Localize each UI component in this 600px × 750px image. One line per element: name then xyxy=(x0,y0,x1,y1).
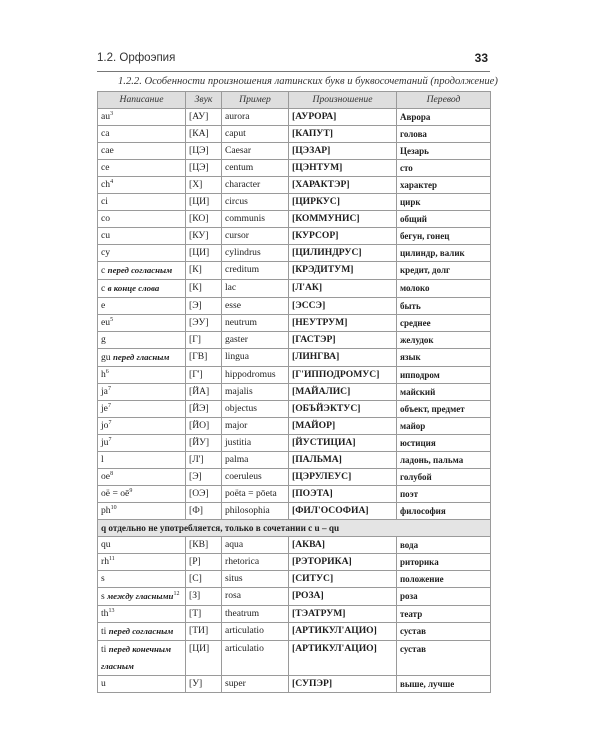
spelling-text: ch xyxy=(101,179,111,190)
pronunciation-cell: [СУПЭР] xyxy=(289,676,397,693)
spelling-text: с xyxy=(101,265,106,276)
footnote-marker: 11 xyxy=(109,556,115,562)
spelling-text: s xyxy=(101,591,105,602)
translation-cell: быть xyxy=(397,298,491,315)
translation-cell: кредит, долг xyxy=(397,262,491,280)
spelling-text: rh xyxy=(101,556,109,567)
spelling-cell xyxy=(98,315,186,332)
sound-cell: [Э] xyxy=(186,469,222,486)
table-row xyxy=(98,160,491,177)
table-row xyxy=(98,641,491,676)
pronunciation-cell: [АРТИКУЛ'АЦИО] xyxy=(289,641,397,676)
table-row xyxy=(98,332,491,349)
spelling-note: перед гласным xyxy=(113,352,170,362)
spelling-note: между гласными xyxy=(107,591,174,601)
pronunciation-cell: [АКВА] xyxy=(289,537,397,554)
spelling-text: ti xyxy=(101,644,107,655)
footnote-marker: 7 xyxy=(108,420,112,426)
pronunciation-cell: [МАЙАЛИС] xyxy=(289,384,397,401)
example-cell: palma xyxy=(222,452,289,469)
header-rule xyxy=(97,71,490,72)
spelling-cell xyxy=(98,418,186,435)
spelling-cell xyxy=(98,332,186,349)
table-row xyxy=(98,177,491,194)
footnote-marker: 7 xyxy=(108,437,112,443)
table-row xyxy=(98,109,491,126)
spelling-cell xyxy=(98,486,186,503)
table-row xyxy=(98,469,491,486)
table-row xyxy=(98,503,491,520)
spelling-note: перед согласным xyxy=(107,265,173,275)
spelling-cell xyxy=(98,676,186,693)
translation-cell: сустав xyxy=(397,641,491,676)
sound-cell: [Ф] xyxy=(186,503,222,520)
table-row xyxy=(98,211,491,228)
translation-cell: юстиция xyxy=(397,435,491,452)
table-row xyxy=(98,571,491,588)
pronunciation-cell: [ПОЭТА] xyxy=(289,486,397,503)
translation-cell: выше, лучше xyxy=(397,676,491,693)
spelling-cell xyxy=(98,606,186,623)
table-row xyxy=(98,298,491,315)
spelling-cell xyxy=(98,298,186,315)
pronunciation-cell: [Л'АК] xyxy=(289,280,397,298)
footnote-marker: 8 xyxy=(110,471,114,477)
pronunciation-cell: [ОБЪЙЭКТУС] xyxy=(289,401,397,418)
spelling-cell xyxy=(98,435,186,452)
translation-cell: философия xyxy=(397,503,491,520)
footnote-marker: 10 xyxy=(110,505,117,511)
translation-cell: сто xyxy=(397,160,491,177)
example-cell: caput xyxy=(222,126,289,143)
pronunciation-cell: [ХАРАКТЭР] xyxy=(289,177,397,194)
table-row xyxy=(98,606,491,623)
example-cell: coeruleus xyxy=(222,469,289,486)
table-row xyxy=(98,126,491,143)
spelling-text: с xyxy=(101,283,106,294)
sound-cell: [КВ] xyxy=(186,537,222,554)
pronunciation-cell: [ЭССЭ] xyxy=(289,298,397,315)
spelling-text: ph xyxy=(101,505,111,516)
example-cell: articulatio xyxy=(222,641,289,676)
spelling-text: cae xyxy=(101,145,114,156)
spelling-cell xyxy=(98,280,186,298)
translation-cell: Аврора xyxy=(397,109,491,126)
translation-cell: бегун, гонец xyxy=(397,228,491,245)
sound-cell: [КА] xyxy=(186,126,222,143)
sound-cell: [ЦИ] xyxy=(186,245,222,262)
footnote-marker: 13 xyxy=(108,608,115,614)
spelling-cell xyxy=(98,109,186,126)
sound-cell: [ОЭ] xyxy=(186,486,222,503)
spelling-text: th xyxy=(101,608,109,619)
sound-cell: [К] xyxy=(186,262,222,280)
spelling-cell xyxy=(98,211,186,228)
example-cell: hippodromus xyxy=(222,367,289,384)
spelling-cell xyxy=(98,126,186,143)
spelling-text: cy xyxy=(101,247,111,258)
spelling-text: gu xyxy=(101,352,111,363)
spelling-text: je xyxy=(101,403,108,414)
table-row xyxy=(98,228,491,245)
sound-cell: [С] xyxy=(186,571,222,588)
spelling-cell xyxy=(98,160,186,177)
spelling-text: ce xyxy=(101,162,110,173)
translation-cell: желудок xyxy=(397,332,491,349)
spelling-text: l xyxy=(101,454,104,465)
sound-cell: [КУ] xyxy=(186,228,222,245)
spelling-text: h xyxy=(101,369,106,380)
spelling-cell xyxy=(98,641,186,676)
example-cell: cursor xyxy=(222,228,289,245)
table-row xyxy=(98,367,491,384)
spelling-cell xyxy=(98,571,186,588)
example-cell: creditum xyxy=(222,262,289,280)
section-title: 1.2. Орфоэпия xyxy=(97,52,176,64)
table-row xyxy=(98,245,491,262)
sound-cell: [ЙУ] xyxy=(186,435,222,452)
header-pronunciation: Произношение xyxy=(289,92,397,109)
pronunciation-cell: [КОММУНИС] xyxy=(289,211,397,228)
spelling-text: co xyxy=(101,213,111,224)
pronunciation-cell: [Г'ИППОДРОМУС] xyxy=(289,367,397,384)
table-row xyxy=(98,315,491,332)
sound-cell: [Г'] xyxy=(186,367,222,384)
spelling-text: oe xyxy=(101,471,111,482)
header-sound: Звук xyxy=(186,92,222,109)
pronunciation-cell: [ФИЛ'ОСОФИА] xyxy=(289,503,397,520)
spelling-text: ja xyxy=(101,386,108,397)
translation-cell: молоко xyxy=(397,280,491,298)
translation-cell: роза xyxy=(397,588,491,606)
header-translation: Перевод xyxy=(397,92,491,109)
table-row xyxy=(98,418,491,435)
pronunciation-cell: [ЦЭЗАР] xyxy=(289,143,397,160)
translation-cell: поэт xyxy=(397,486,491,503)
spelling-text: au xyxy=(101,111,111,122)
example-cell: objectus xyxy=(222,401,289,418)
sound-cell: [Х] xyxy=(186,177,222,194)
spelling-text: eu xyxy=(101,317,111,328)
table-caption: 1.2.2. Особенности произношения латинских букв и буквосочетаний (продолжение) xyxy=(118,76,498,87)
example-cell: philosophia xyxy=(222,503,289,520)
example-cell: poёta = pōeta xyxy=(222,486,289,503)
spelling-text: ca xyxy=(101,128,110,139)
pronunciation-cell: [ТЭАТРУМ] xyxy=(289,606,397,623)
translation-cell: риторика xyxy=(397,554,491,571)
table-row xyxy=(98,384,491,401)
spelling-text: u xyxy=(101,678,106,689)
sound-cell: [ЦИ] xyxy=(186,641,222,676)
pronunciation-table xyxy=(97,91,491,693)
translation-cell: театр xyxy=(397,606,491,623)
spelling-cell xyxy=(98,194,186,211)
pronunciation-cell: [РОЗА] xyxy=(289,588,397,606)
pronunciation-cell: [ГАСТЭР] xyxy=(289,332,397,349)
pronunciation-cell: [ЦЭРУЛЕУС] xyxy=(289,469,397,486)
example-cell: justitia xyxy=(222,435,289,452)
pronunciation-cell: [РЭТОРИКА] xyxy=(289,554,397,571)
translation-cell: среднее xyxy=(397,315,491,332)
translation-cell: майский xyxy=(397,384,491,401)
translation-cell: ипподром xyxy=(397,367,491,384)
spelling-text: cu xyxy=(101,230,111,241)
pronunciation-cell: [ЦЭНТУМ] xyxy=(289,160,397,177)
footnote-marker: 7 xyxy=(107,386,111,392)
translation-cell: Цезарь xyxy=(397,143,491,160)
sound-cell: [ЦЭ] xyxy=(186,143,222,160)
sound-cell: [У] xyxy=(186,676,222,693)
spelling-text: qu xyxy=(101,539,111,550)
sound-cell: [Л'] xyxy=(186,452,222,469)
pronunciation-cell: [ЦИРКУС] xyxy=(289,194,397,211)
pronunciation-cell: [ЙУСТИЦИА] xyxy=(289,435,397,452)
spelling-cell xyxy=(98,401,186,418)
spelling-note: перед согласным xyxy=(108,626,174,636)
spelling-text: oë = oē xyxy=(101,488,130,499)
spelling-text: jo xyxy=(101,420,109,431)
translation-cell: сустав xyxy=(397,623,491,641)
table-row xyxy=(98,401,491,418)
translation-cell: голова xyxy=(397,126,491,143)
spelling-cell xyxy=(98,503,186,520)
example-cell: articulatio xyxy=(222,623,289,641)
translation-cell: характер xyxy=(397,177,491,194)
example-cell: aurora xyxy=(222,109,289,126)
pronunciation-cell: [ЛИНГВА] xyxy=(289,349,397,367)
spelling-cell xyxy=(98,537,186,554)
spelling-cell xyxy=(98,349,186,367)
header-example: Пример xyxy=(222,92,289,109)
spelling-cell xyxy=(98,245,186,262)
translation-cell: язык xyxy=(397,349,491,367)
footnote-marker: 3 xyxy=(110,111,114,117)
spelling-text: g xyxy=(101,334,106,345)
spelling-note: в конце слова xyxy=(107,283,160,293)
spelling-cell xyxy=(98,367,186,384)
sound-cell: [КО] xyxy=(186,211,222,228)
table-row xyxy=(98,554,491,571)
example-cell: circus xyxy=(222,194,289,211)
sound-cell: [ЦИ] xyxy=(186,194,222,211)
pronunciation-cell: [СИТУС] xyxy=(289,571,397,588)
spelling-cell xyxy=(98,588,186,606)
sound-cell: [Р] xyxy=(186,554,222,571)
example-cell: lac xyxy=(222,280,289,298)
spelling-cell xyxy=(98,452,186,469)
example-cell: character xyxy=(222,177,289,194)
spelling-cell xyxy=(98,469,186,486)
pronunciation-cell: [ЦИЛИНДРУС] xyxy=(289,245,397,262)
spelling-cell xyxy=(98,262,186,280)
example-cell: Caesar xyxy=(222,143,289,160)
example-cell: situs xyxy=(222,571,289,588)
sound-cell: [ГВ] xyxy=(186,349,222,367)
sound-cell: [ЙЭ] xyxy=(186,401,222,418)
spelling-text: s xyxy=(101,573,105,584)
sound-cell: [АУ] xyxy=(186,109,222,126)
table-header-row xyxy=(98,92,491,109)
table-row xyxy=(98,537,491,554)
spelling-cell xyxy=(98,143,186,160)
table-row xyxy=(98,435,491,452)
page-header xyxy=(97,50,490,72)
translation-cell: общий xyxy=(397,211,491,228)
example-cell: aqua xyxy=(222,537,289,554)
table-row xyxy=(98,143,491,160)
translation-cell: голубой xyxy=(397,469,491,486)
pronunciation-cell: [АУРОРА] xyxy=(289,109,397,126)
pronunciation-cell: [НЕУТРУМ] xyxy=(289,315,397,332)
example-cell: esse xyxy=(222,298,289,315)
example-cell: majalis xyxy=(222,384,289,401)
footnote-marker: 9 xyxy=(129,488,133,494)
page-number: 33 xyxy=(474,51,488,65)
example-cell: rosa xyxy=(222,588,289,606)
example-cell: rhetorica xyxy=(222,554,289,571)
spelling-text: e xyxy=(101,300,106,311)
sound-cell: [З] xyxy=(186,588,222,606)
table-row xyxy=(98,349,491,367)
example-cell: centum xyxy=(222,160,289,177)
sound-cell: [Г] xyxy=(186,332,222,349)
sound-cell: [Э] xyxy=(186,298,222,315)
pronunciation-cell: [КУРСОР] xyxy=(289,228,397,245)
translation-cell: ладонь, пальма xyxy=(397,452,491,469)
pronunciation-cell: [КРЭДИТУМ] xyxy=(289,262,397,280)
example-cell: major xyxy=(222,418,289,435)
table-row xyxy=(98,520,491,537)
note-row-cell: q отдельно не употребляется, только в сочетании с u – qu xyxy=(98,520,491,537)
translation-cell: майор xyxy=(397,418,491,435)
sound-cell: [ЦЭ] xyxy=(186,160,222,177)
translation-cell: вода xyxy=(397,537,491,554)
table-row xyxy=(98,623,491,641)
example-cell: super xyxy=(222,676,289,693)
footnote-marker: 5 xyxy=(110,317,114,323)
table-row xyxy=(98,486,491,503)
footnote-marker: 12 xyxy=(173,591,180,597)
spelling-cell xyxy=(98,384,186,401)
pronunciation-cell: [КАПУТ] xyxy=(289,126,397,143)
sound-cell: [К] xyxy=(186,280,222,298)
translation-cell: цилиндр, валик xyxy=(397,245,491,262)
sound-cell: [ТИ] xyxy=(186,623,222,641)
spelling-text: ju xyxy=(101,437,109,448)
pronunciation-cell: [АРТИКУЛ'АЦИО] xyxy=(289,623,397,641)
spelling-text: ti xyxy=(101,626,107,637)
spelling-cell xyxy=(98,228,186,245)
table-row xyxy=(98,262,491,280)
translation-cell: объект, предмет xyxy=(397,401,491,418)
table-row xyxy=(98,194,491,211)
table-body xyxy=(98,109,491,693)
spelling-cell xyxy=(98,177,186,194)
example-cell: gaster xyxy=(222,332,289,349)
spelling-cell xyxy=(98,623,186,641)
footnote-marker: 6 xyxy=(105,369,109,375)
table-row xyxy=(98,452,491,469)
sound-cell: [ЭУ] xyxy=(186,315,222,332)
sound-cell: [Т] xyxy=(186,606,222,623)
table-row xyxy=(98,280,491,298)
example-cell: communis xyxy=(222,211,289,228)
spelling-cell xyxy=(98,554,186,571)
footnote-marker: 4 xyxy=(110,179,114,185)
pronunciation-cell: [ПАЛЬМА] xyxy=(289,452,397,469)
example-cell: cylindrus xyxy=(222,245,289,262)
translation-cell: цирк xyxy=(397,194,491,211)
example-cell: lingua xyxy=(222,349,289,367)
table-row xyxy=(98,588,491,606)
sound-cell: [ЙА] xyxy=(186,384,222,401)
example-cell: theatrum xyxy=(222,606,289,623)
sound-cell: [ЙО] xyxy=(186,418,222,435)
spelling-note: перед конечным гласным xyxy=(101,644,172,671)
table-row xyxy=(98,676,491,693)
pronunciation-cell: [МАЙОР] xyxy=(289,418,397,435)
spelling-text: ci xyxy=(101,196,108,207)
example-cell: neutrum xyxy=(222,315,289,332)
translation-cell: положение xyxy=(397,571,491,588)
header-spelling: Написание xyxy=(98,92,186,109)
footnote-marker: 7 xyxy=(107,403,111,409)
